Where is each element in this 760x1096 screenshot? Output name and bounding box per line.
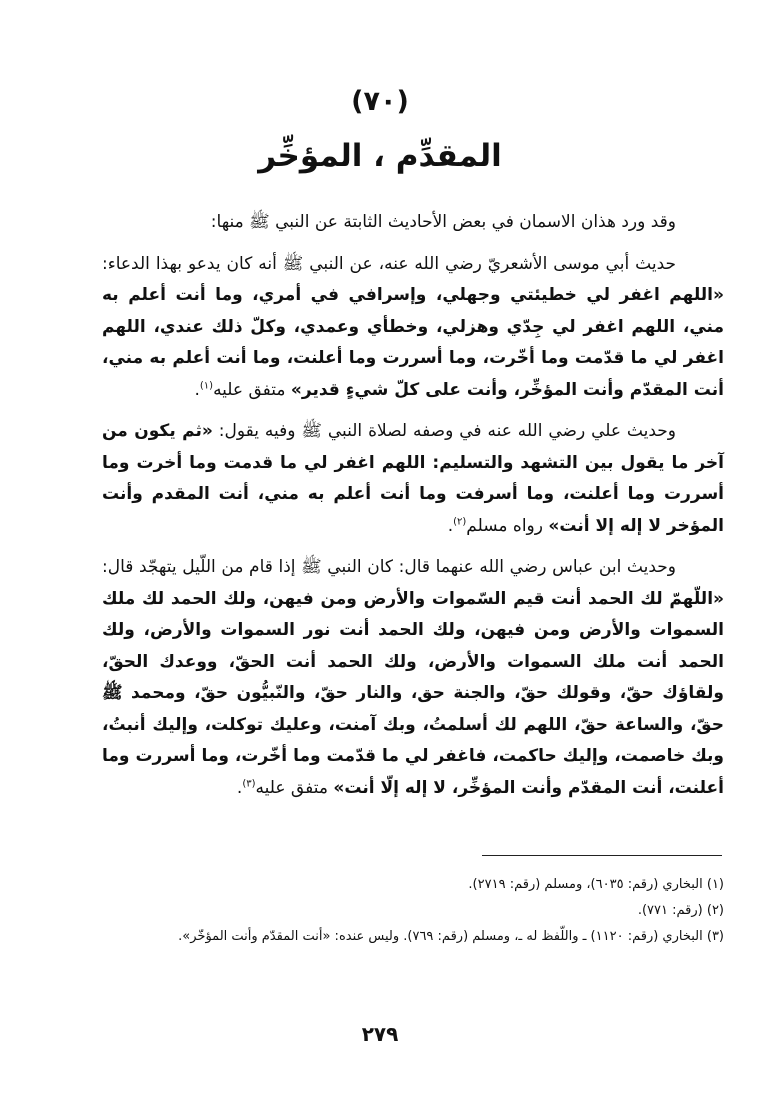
hadith-1-intro: حديث أبي موسى الأشعريّ رضي الله عنه، عن النبي ﷺ أنه كان يدعو بهذا الدعاء: xyxy=(102,253,676,274)
footnote-2: (٢) (رقم: ٧٧١). xyxy=(637,903,724,918)
footnote-ref-3[interactable]: (٣) xyxy=(242,777,256,789)
hadith-paragraph-1: حديث أبي موسى الأشعريّ رضي الله عنه، عن النبي ﷺ أنه كان يدعو بهذا الدعاء: «اللهم اغفر لي خطيئتي وجهلي، وإسرافي في أمري، وما أنت أعلم به مني، اللهم اغفر لي جِدّي وهزلي، وخطأي وعمدي، وكلّ ذلك عندي، اللهم اغفر لي ما قدّمت وما أخّرت، وما أسررت وما أعلنت، وما أنت أعلم به مني، أنت المقدّم وأنت المؤخِّر، وأنت على كلّ شيءٍ قدير» متفق عليه$^{(١)}$. xyxy=(102,253,724,400)
footnote-ref-1[interactable]: (١) xyxy=(199,379,214,391)
hadith-3-quote: «اللّهمّ لك الحمد أنت قيم السّموات والأرض ومن فيهن، ولك الحمد لك ملك السموات والأرض ومن فيهن، ولك الحمد أنت نور السموات والأرض، ولك الحمد أنت ملك السموات والأرض، ولك الحمد أنت الحقّ، ووعدك الحقّ، ولقاؤك حقّ، وقولك حقّ، والجنة حق، والنار حقّ، والنّبيُّون حقّ، ومحمد ﷺ حقّ، والساعة حقّ، اللهم لك أسلمتُ، وبك آمنت، وعليك توكلت، وإليك أنبتُ، وبك خاصمت، وإليك حاكمت، فاغفر لي ما قدّمت وما أخّرت، وما أسررت وما أعلنت، أنت المقدّم وأنت المؤخِّر، لا إله إلّا أنت» xyxy=(102,588,724,798)
footnote-1: (١) البخاري (رقم: ٦٠٣٥)، ومسلم (رقم: ٢٧١٩). xyxy=(468,877,724,892)
hadith-2-quote: «ثم يكون من آخر ما يقول بين التشهد والتسليم: اللهم اغفر لي ما قدمت وما أخرت وما أسررت وما أعلنت، وما أسرفت وما أنت أعلم به مني، أنت المقدم وأنت المؤخر لا إله إلا أنت» xyxy=(102,421,724,536)
hadith-paragraph-3: وحديث ابن عباس رضي الله عنهما قال: كان النبي ﷺ إذا قام من اللّيل يتهجّد قال: «اللّهمّ لك الحمد أنت قيم السّموات والأرض ومن فيهن، ولك الحمد لك ملك السموات والأرض ومن فيهن، ولك الحمد أنت نور السموات والأرض، ولك الحمد أنت ملك السموات والأرض، ولك الحمد أنت الحقّ، ووعدك الحقّ، ولقاؤك حقّ، وقولك حقّ، والجنة حق، والنار حقّ، والنّبيُّون حقّ، ومحمد ﷺ حقّ، والساعة حقّ، اللهم لك أسلمتُ، وبك آمنت، وعليك توكلت، وإليك أنبتُ، وبك خاصمت، وإليك حاكمت، فاغفر لي ما قدّمت وما أخّرت، وما أسررت وما أعلنت، أنت المقدّم وأنت المؤخِّر، لا إله إلّا أنت» متفق عليه$^{(٣)}$. xyxy=(102,557,724,798)
hadith-3-intro: وحديث ابن عباس رضي الله عنهما قال: كان النبي ﷺ إذا قام من اللّيل يتهجّد قال: xyxy=(102,557,676,577)
hadith-2-tail: رواه مسلم xyxy=(466,515,549,536)
section-title: المقدِّم ، المؤخِّر xyxy=(258,138,502,174)
footnotes xyxy=(102,872,724,950)
page-number: ٢٧٩ xyxy=(361,1022,399,1046)
hadith-3-tail: متفق عليه xyxy=(255,777,334,798)
body-text xyxy=(102,207,724,814)
hadith-paragraph-2: وحديث علي رضي الله عنه في وصفه لصلاة النبي ﷺ وفيه يقول: «ثم يكون من آخر ما يقول بين التشهد والتسليم: اللهم اغفر لي ما قدمت وما أخرت وما أسررت وما أعلنت، وما أسرفت وما أنت أعلم به مني، أنت المقدم وأنت المؤخر لا إله إلا أنت» رواه مسلم$^{(٢)}$. xyxy=(102,421,724,536)
hadith-1-quote: «اللهم اغفر لي خطيئتي وجهلي، وإسرافي في أمري، وما أنت أعلم به مني، اللهم اغفر لي جِدّي وهزلي، وخطأي وعمدي، وكلّ ذلك عندي، اللهم اغفر لي ما قدّمت وما أخّرت، وما أسررت وما أعلنت، وما أنت أعلم به مني، أنت المقدّم وأنت المؤخِّر، وأنت على كلّ شيءٍ قدير» xyxy=(102,285,724,400)
hadith-1-tail: متفق عليه xyxy=(213,379,291,400)
footnote-3: (٣) البخاري (رقم: ١١٢٠) ـ واللّفظ له ـ، ومسلم (رقم: ٧٦٩). وليس عنده: «أنت المقدّم وأنت المؤخّر». xyxy=(178,929,724,944)
footnote-ref-2[interactable]: (٢) xyxy=(453,515,467,527)
hadith-2-intro: وحديث علي رضي الله عنه في وصفه لصلاة النبي ﷺ وفيه يقول: xyxy=(212,421,676,441)
footnote-divider xyxy=(482,855,722,856)
section-number: (٧٠) xyxy=(351,86,409,117)
intro-paragraph: وقد ورد هذان الاسمان في بعض الأحاديث الثابتة عن النبي ﷺ منها: xyxy=(210,212,676,232)
